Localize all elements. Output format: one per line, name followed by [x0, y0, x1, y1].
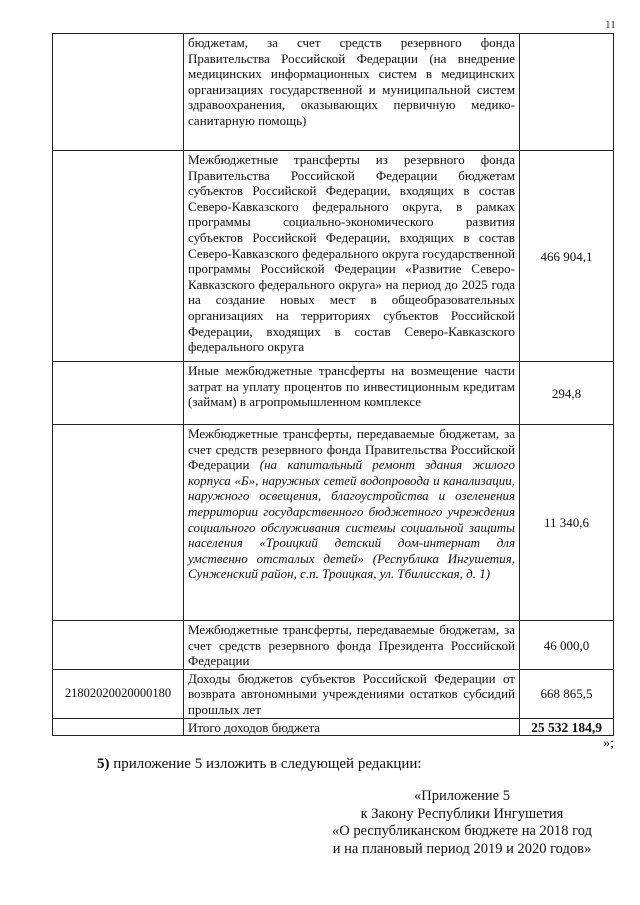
amount-cell: 668 865,5	[520, 669, 614, 718]
revenue-code-cell	[53, 151, 184, 362]
total-label-cell	[184, 718, 520, 736]
amount-cell: 466 904,1	[520, 151, 614, 362]
paragraph-number: 5)	[97, 756, 110, 772]
appendix-law-line: к Закону Республики Ингушетия	[360, 805, 564, 822]
paragraph-text: приложение 5 изложить в следующей редакции:	[109, 756, 422, 772]
description-italic-text: (на капитальный ремонт здания жилого корпуса «Б», наружных сетей водопровода и канализации, наружного освещения, благоустройства и озеленения территории государственного бюджетного учреждения социального обслуживания системы социальной защиты населения «Троицкий детский дом-интернат для умственно отсталых детей» (Республика Ингушетия, Сунженский район, с.п. Троицкая, ул. Тбилисская, д. 1)	[188, 457, 515, 582]
budget-revenue-table	[52, 33, 614, 736]
revenue-description-cell	[184, 621, 520, 670]
revenue-description-cell	[184, 362, 520, 425]
closing-quote: »;	[603, 736, 614, 751]
total-label: Итого доходов бюджета	[188, 719, 321, 735]
revenue-code-cell	[53, 718, 184, 736]
total-amount-cell: 25 532 184,9	[520, 718, 614, 736]
table-row	[53, 151, 614, 362]
appendix-law-name-line: «О республиканском бюджете на 2018 год	[332, 823, 592, 839]
description-text: Иные межбюджетные трансферты на возмещение части затрат на уплату процентов по инвестиционным кредитам (займам) в агропромышленном комплексе	[188, 363, 515, 410]
table-row	[53, 34, 614, 151]
appendix-header	[312, 788, 612, 858]
amount-cell: 46 000,0	[520, 621, 614, 670]
description-text: Межбюджетные трансферты, передаваемые бюджетам, за счет средств резервного фонда Президента Российской Федерации	[188, 622, 515, 669]
table-row	[53, 425, 614, 621]
table-row	[53, 621, 614, 670]
amount-cell	[520, 34, 614, 151]
amount-cell: 11 340,6	[520, 425, 614, 621]
revenue-description-cell	[184, 425, 520, 621]
revenue-description-cell	[184, 669, 520, 718]
appendix-title: «Приложение 5	[414, 788, 510, 804]
table-row-total	[53, 718, 614, 736]
description-text: Межбюджетные трансферты из резервного фонда Правительства Российской Федерации бюджетам субъектов Российской Федерации, входящих в состав Северо-Кавказского федерального округа, в рамках программы социально-экономического развития субъектов Российской Федерации, входящих в состав Северо-Кавказского федерального округа государственной программы Российской Федерации «Развитие Северо-Кавказского федерального округа» на период до 2025 года на создание новых мест в общеобразовательных организациях на территориях субъектов Российской Федерации, входящих в состав Северо-Кавказского федерального округа	[188, 152, 515, 355]
appendix-period-line: и на плановый период 2019 и 2020 годов»	[332, 840, 592, 857]
page-number: 11	[605, 20, 616, 31]
description-text: Межбюджетные трансферты, передаваемые бюджетам, за счет средств резервного фонда Правительства Российской Федерации	[188, 426, 515, 473]
revenue-code-cell	[53, 362, 184, 425]
revenue-description-cell	[184, 34, 520, 151]
description-text: Доходы бюджетов субъектов Российской Федерации от возврата автономными учреждениями остатков субсидий прошлых лет	[188, 670, 515, 717]
description-text: бюджетам, за счет средств резервного фонда Правительства Российской Федерации (на внедрение медицинских информационных систем в медицинских организациях государственной и муниципальной систем здравоохранения, оказывающих первичную медико-санитарную помощь)	[188, 35, 515, 128]
revenue-code-cell	[53, 34, 184, 151]
paragraph-5	[97, 756, 422, 773]
revenue-code-cell	[53, 425, 184, 621]
revenue-code-cell: 21802020020000180	[53, 669, 184, 718]
revenue-code-cell	[53, 621, 184, 670]
amount-cell: 294,8	[520, 362, 614, 425]
table-row	[53, 669, 614, 718]
table-row	[53, 362, 614, 425]
revenue-description-cell	[184, 151, 520, 362]
